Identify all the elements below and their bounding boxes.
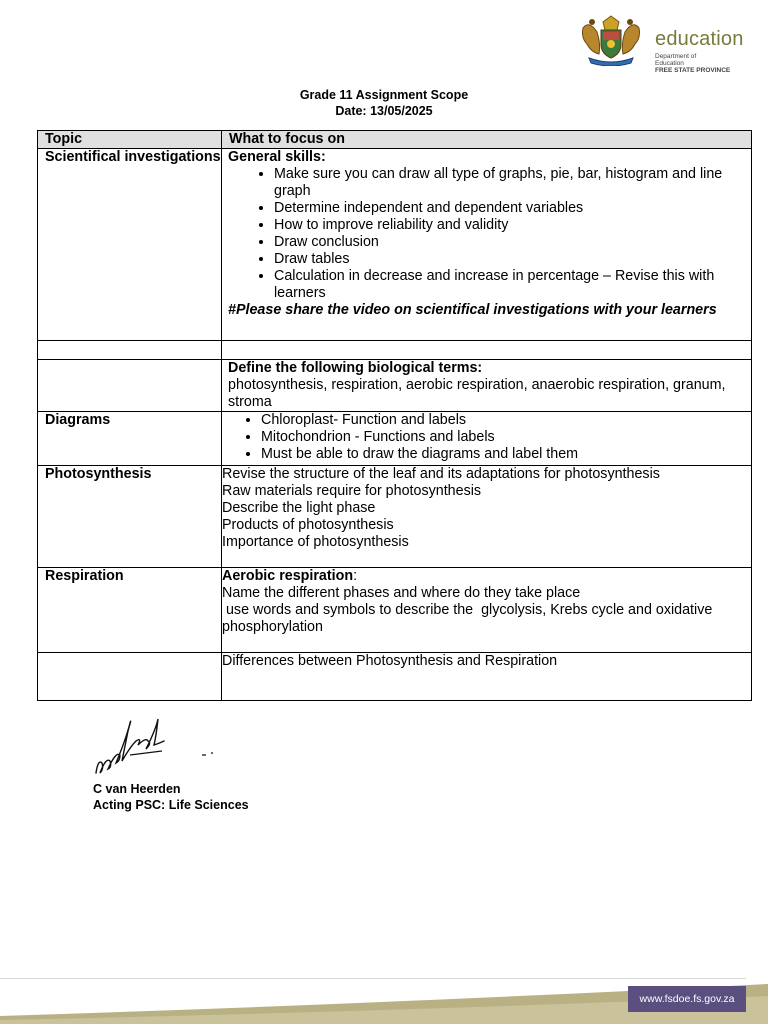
list-item: • Determine independent and dependent variables bbox=[274, 200, 751, 217]
list-item: • Draw conclusion bbox=[274, 234, 751, 251]
focus-line: Revise the structure of the leaf and its adaptations for photosynthesis bbox=[222, 466, 660, 482]
topic-cell: Photosynthesis bbox=[38, 466, 222, 568]
department-logo bbox=[575, 10, 750, 74]
list-item: • Calculation in decrease and increase in percentage – Revise this with learners bbox=[274, 268, 751, 302]
footer-website-link[interactable]: www.fsdoe.fs.gov.za bbox=[628, 986, 746, 1012]
table-row bbox=[38, 412, 752, 466]
heading-colon: : bbox=[353, 568, 358, 584]
list-item: • Make sure you can draw all type of graphs, pie, bar, histogram and line graph bbox=[274, 166, 751, 200]
section-heading: General skills: bbox=[228, 149, 326, 165]
list-item: • Chloroplast- Function and labels bbox=[261, 412, 751, 429]
table-row bbox=[38, 341, 752, 360]
focus-line: Name the different phases and where do they take place bbox=[222, 585, 581, 601]
topic-cell: Diagrams bbox=[38, 412, 222, 466]
topic-cell bbox=[38, 653, 222, 701]
list-item: • Draw tables bbox=[274, 251, 751, 268]
table-row bbox=[38, 149, 752, 341]
table-row bbox=[38, 568, 752, 653]
header-topic: Topic bbox=[38, 131, 222, 149]
list-item: • Mitochondrion - Functions and labels bbox=[261, 429, 751, 446]
heading-bold: Aerobic respiration bbox=[222, 568, 354, 584]
focus-cell bbox=[222, 466, 752, 568]
focus-line: Raw materials require for photosynthesis bbox=[222, 483, 482, 499]
focus-line: Products of photosynthesis bbox=[222, 517, 394, 533]
logo-sub-line: Department of bbox=[655, 53, 697, 60]
topic-cell bbox=[38, 360, 222, 412]
assignment-scope-table bbox=[37, 130, 752, 701]
signer-block bbox=[93, 781, 249, 813]
focus-cell bbox=[222, 412, 752, 466]
signer-role: Acting PSC: Life Sciences bbox=[93, 798, 249, 812]
header-focus: What to focus on bbox=[222, 131, 752, 149]
list-item: • How to improve reliability and validity bbox=[274, 217, 751, 234]
bullet-list bbox=[228, 166, 751, 302]
section-heading: Define the following biological terms: bbox=[228, 360, 483, 376]
logo-sub-line: Education bbox=[655, 60, 684, 67]
share-note: #Please share the video on scientifical investigations with your learners bbox=[228, 302, 717, 318]
handwritten-signature bbox=[90, 715, 220, 785]
focus-cell bbox=[222, 653, 752, 701]
topic-cell: Respiration bbox=[38, 568, 222, 653]
focus-line: Importance of photosynthesis bbox=[222, 534, 409, 550]
topic-cell: Scientifical investigations bbox=[38, 149, 222, 341]
title-line: Grade 11 Assignment Scope bbox=[299, 88, 469, 102]
bullet-list bbox=[222, 412, 751, 463]
focus-cell bbox=[222, 568, 752, 653]
focus-cell bbox=[222, 341, 752, 360]
logo-subtitle bbox=[655, 53, 730, 74]
date-line: Date: 13/05/2025 bbox=[335, 104, 433, 118]
table-header-row bbox=[38, 131, 752, 149]
list-item: • Must be able to draw the diagrams and label them bbox=[261, 446, 751, 463]
terms-text: photosynthesis, respiration, aerobic respiration, anaerobic respiration, granum, stroma bbox=[228, 377, 726, 410]
topic-cell bbox=[38, 341, 222, 360]
logo-province: FREE STATE PROVINCE bbox=[655, 67, 731, 74]
focus-cell bbox=[222, 360, 752, 412]
table-row bbox=[38, 466, 752, 568]
section-heading bbox=[222, 568, 751, 585]
table-row bbox=[38, 360, 752, 412]
document-title bbox=[0, 87, 768, 119]
table-row bbox=[38, 653, 752, 701]
coat-of-arms-icon bbox=[575, 10, 647, 66]
logo-wordmark: education bbox=[655, 28, 744, 50]
signer-name: C van Heerden bbox=[93, 782, 181, 796]
focus-line: Describe the light phase bbox=[222, 500, 376, 516]
focus-line: Differences between Photosynthesis and Respiration bbox=[222, 653, 558, 669]
focus-line: use words and symbols to describe the glycolysis, Krebs cycle and oxidative phosphorylation bbox=[222, 602, 717, 635]
focus-cell bbox=[222, 149, 752, 341]
footer-divider bbox=[0, 978, 746, 979]
